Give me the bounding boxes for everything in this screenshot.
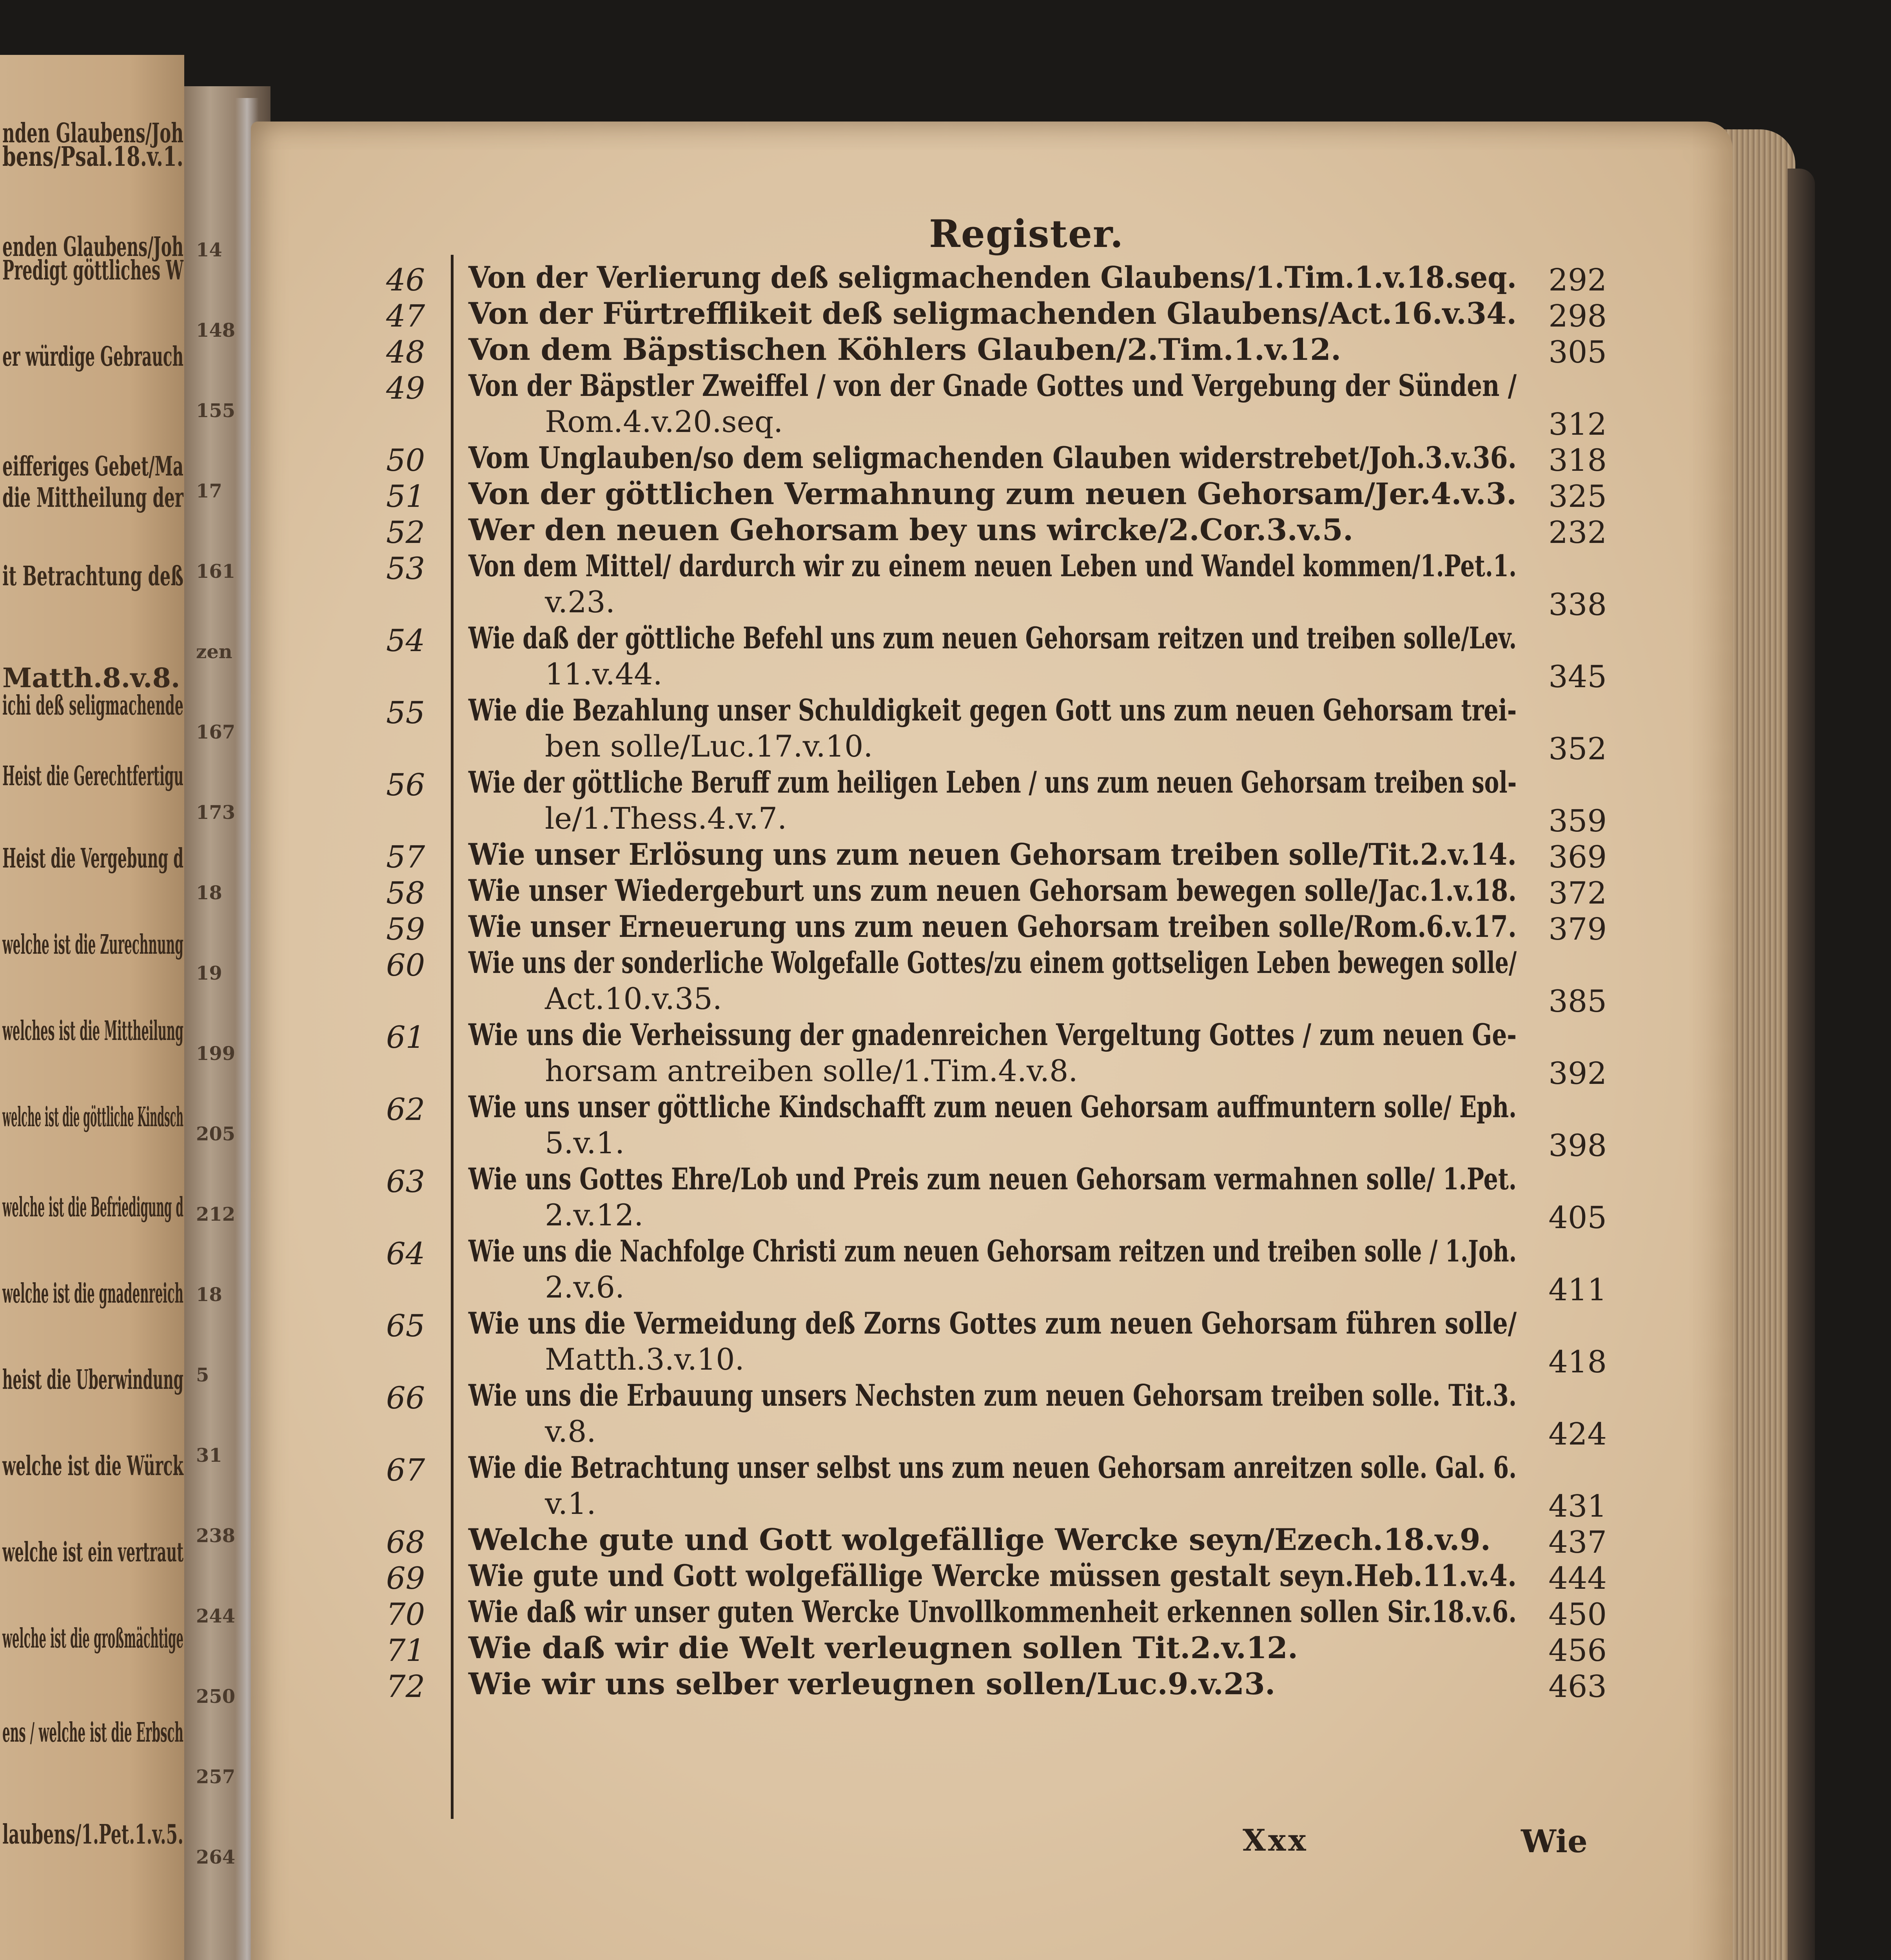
entry-title: Wie daß wir die Welt verleugnen sollen Tit.2.v.12. (468, 1630, 1298, 1665)
entry-title: Von der Bäpstler Zweiffel / von der Gnade Gottes und Vergebung der Sünden / (468, 368, 1517, 403)
left-page-line: Heist die Vergebung d (2, 843, 183, 874)
entry-title: Wie der göttliche Beruff zum heiligen Leben / uns zum neuen Gehorsam treiben sol- (468, 765, 1517, 800)
entry-number: 69 (386, 1561, 425, 1596)
entry-title: Wie uns Gottes Ehre/Lob und Preis zum neuen Gehorsam vermahnen solle/ 1.Pet. (468, 1161, 1517, 1196)
entry-number: 58 (386, 876, 425, 911)
entry-title: Von der Verlierung deß seligmachenden Glaubens/1.Tim.1.v.18.seq. (468, 260, 1517, 295)
left-page-line: bens/Psal.18.v.1. (2, 141, 183, 172)
catchword: Wie (1521, 1823, 1588, 1860)
left-page-line: welche ist die Zurechnung (2, 929, 183, 960)
book-cover-edge (1788, 169, 1815, 1960)
gutter-mark: 199 (196, 1043, 236, 1065)
entry-title: Wie die Betrachtung unser selbst uns zum neuen Gehorsam anreitzen solle. Gal. 6. (468, 1450, 1517, 1485)
entry-page-number: 292 (1548, 263, 1607, 298)
gutter-mark: 148 (196, 319, 236, 341)
gutter-mark: 264 (196, 1846, 236, 1868)
left-page-line: welche ist ein vertraut (2, 1537, 184, 1568)
left-page-line: laubens/1.Pet.1.v.5. (2, 1819, 184, 1850)
entry-number: 56 (386, 768, 425, 803)
entry-page-number: 359 (1548, 804, 1607, 839)
entry-title: Wie daß wir unser guten Wercke Unvollkommenheit erkennen sollen Sir.18.v.6. (468, 1594, 1517, 1629)
entry-title: Wie uns unser göttliche Kindschafft zum neuen Gehorsam auffmuntern solle/ Eph. (468, 1089, 1517, 1124)
left-page-line: welche ist die göttliche Kindsch (2, 1102, 183, 1133)
left-page-line: die Mittheilung der (2, 482, 184, 514)
entry-title: Von der göttlichen Vermahnung zum neuen Gehorsam/Jer.4.v.3. (468, 476, 1517, 511)
entry-continuation: 11.v.44. (545, 657, 662, 691)
entry-page-number: 298 (1548, 299, 1607, 334)
entry-title: Wie uns die Vermeidung deß Zorns Gottes zum neuen Gehorsam führen solle/ (468, 1306, 1517, 1341)
entry-number: 50 (386, 443, 425, 478)
entry-title: Von dem Bäpstischen Köhlers Glauben/2.Tim.1.v.12. (468, 332, 1341, 367)
entry-title: Wie uns die Nachfolge Christi zum neuen Gehorsam reitzen und treiben solle / 1.Joh. (468, 1234, 1517, 1269)
gutter-mark: 18 (196, 882, 222, 904)
entry-page-number: 312 (1548, 407, 1607, 442)
entry-continuation: 2.v.12. (545, 1198, 644, 1232)
entry-page-number: 372 (1548, 876, 1607, 911)
gutter-mark: 18 (196, 1284, 222, 1306)
entry-number: 48 (386, 335, 425, 370)
entry-title: Wie uns die Erbauung unsers Nechsten zum neuen Gehorsam treiben solle. Tit.3. (468, 1378, 1517, 1413)
entry-number: 63 (386, 1164, 425, 1200)
entry-number: 46 (386, 263, 425, 298)
page-header: Register. (929, 212, 1124, 256)
entry-number: 66 (386, 1381, 425, 1416)
gutter-mark: 14 (196, 239, 222, 261)
left-page-line: eifferiges Gebet/Ma (2, 451, 184, 482)
entry-continuation: 5.v.1. (545, 1125, 625, 1160)
gutter-mark: 244 (196, 1605, 236, 1627)
entry-continuation: ben solle/Luc.17.v.10. (545, 729, 873, 764)
entry-page-number: 352 (1548, 731, 1607, 767)
entry-page-number: 456 (1548, 1633, 1607, 1668)
entry-continuation: Rom.4.v.20.seq. (545, 404, 783, 439)
left-page-line: welches ist die Mittheilung (2, 1015, 183, 1047)
entry-title: Wie uns die Verheissung der gnadenreichen Vergeltung Gottes / zum neuen Ge- (468, 1017, 1517, 1052)
entry-page-number: 463 (1548, 1669, 1607, 1704)
entry-number: 68 (386, 1525, 425, 1560)
entry-continuation: Act.10.v.35. (545, 981, 722, 1016)
left-page-line: nden Glaubens/Joh (2, 118, 184, 149)
left-page-line: welche ist die großmächtige (2, 1623, 183, 1654)
entry-number: 55 (386, 695, 425, 731)
left-page-line: Heist die Gerechtfertigu (2, 760, 183, 792)
gutter-mark: 167 (196, 721, 236, 743)
left-page-line: welche ist die gnadenreich (2, 1278, 183, 1309)
gutter-mark: 31 (196, 1445, 222, 1466)
entry-page-number: 379 (1548, 912, 1607, 947)
entry-continuation: horsam antreiben solle/1.Tim.4.v.8. (545, 1053, 1078, 1088)
entry-title: Von der Fürtrefflikeit deß seligmachenden Glaubens/Act.16.v.34. (468, 296, 1517, 331)
entry-number: 49 (386, 371, 425, 406)
entry-number: 70 (386, 1597, 425, 1632)
left-facing-page (0, 55, 184, 1960)
gutter-mark: 205 (196, 1123, 236, 1145)
left-page-line: welche ist die Befriedigung d (2, 1192, 184, 1223)
entry-number: 51 (386, 479, 425, 514)
left-page-line: ens / welche ist die Erbsch (2, 1717, 183, 1748)
entry-continuation: v.8. (545, 1414, 596, 1449)
entry-number: 62 (386, 1092, 425, 1127)
entry-number: 64 (386, 1236, 425, 1272)
entry-number: 59 (386, 912, 425, 947)
entry-continuation: v.23. (545, 584, 615, 619)
entry-number: 52 (386, 515, 425, 550)
entry-number: 65 (386, 1308, 425, 1344)
entry-continuation: 2.v.6. (545, 1270, 625, 1305)
entry-page-number: 450 (1548, 1597, 1607, 1632)
gutter-mark: 161 (196, 561, 236, 583)
entry-page-number: 444 (1548, 1561, 1607, 1596)
entry-number: 71 (386, 1633, 425, 1668)
entry-page-number: 345 (1548, 659, 1607, 695)
gutter-mark: 173 (196, 802, 236, 824)
entry-continuation: v.1. (545, 1486, 596, 1521)
entry-page-number: 418 (1548, 1345, 1607, 1380)
entry-page-number: 318 (1548, 443, 1607, 478)
left-page-line: er würdige Gebrauch (2, 341, 183, 372)
entry-title: Vom Unglauben/so dem seligmachenden Glauben widerstrebet/Joh.3.v.36. (468, 440, 1517, 475)
entry-page-number: 431 (1548, 1489, 1607, 1524)
entry-page-number: 305 (1548, 335, 1607, 370)
gutter-mark: 238 (196, 1525, 236, 1547)
left-page-line: welche ist die Würck (2, 1450, 183, 1482)
entry-title: Wie daß der göttliche Befehl uns zum neuen Gehorsam reitzen und treiben solle/Lev. (468, 621, 1517, 655)
entry-page-number: 338 (1548, 587, 1607, 622)
signature-mark: Xxx (1243, 1823, 1308, 1858)
gutter-mark: 17 (196, 480, 222, 502)
entry-title: Wer den neuen Gehorsam bey uns wircke/2.Cor.3.v.5. (468, 512, 1354, 547)
entry-title: Wie unser Wiedergeburt uns zum neuen Gehorsam bewegen solle/Jac.1.v.18. (468, 873, 1517, 908)
entry-number: 53 (386, 551, 425, 586)
gutter-mark: 155 (196, 400, 236, 422)
left-page-line: Predigt göttliches W (2, 255, 183, 286)
entry-continuation: le/1.Thess.4.v.7. (545, 801, 787, 836)
entry-number: 57 (386, 840, 425, 875)
entry-page-number: 424 (1548, 1417, 1607, 1452)
entry-page-number: 369 (1548, 840, 1607, 875)
left-page-line: enden Glaubens/Joh (2, 231, 183, 263)
entry-title: Wie uns der sonderliche Wolgefalle Gottes/zu einem gottseligen Leben bewegen solle/ (468, 945, 1517, 980)
left-page-line: ichi deß seligmachende (2, 690, 183, 721)
entry-number: 67 (386, 1453, 425, 1488)
gutter-mark: 257 (196, 1766, 236, 1788)
entry-number: 47 (386, 299, 425, 334)
left-page-line: it Betrachtung deß (2, 561, 184, 592)
entry-page-number: 437 (1548, 1525, 1607, 1560)
entry-number: 60 (386, 948, 425, 983)
entry-page-number: 398 (1548, 1128, 1607, 1163)
entry-page-number: 392 (1548, 1056, 1607, 1091)
entry-title: Wie die Bezahlung unser Schuldigkeit gegen Gott uns zum neuen Gehorsam trei- (468, 693, 1517, 728)
entry-title: Welche gute und Gott wolgefällige Wercke seyn/Ezech.18.v.9. (468, 1522, 1491, 1557)
entry-continuation: Matth.3.v.10. (545, 1342, 744, 1377)
entry-title: Wie unser Erlösung uns zum neuen Gehorsam treiben solle/Tit.2.v.14. (468, 837, 1517, 872)
gutter-mark: 5 (196, 1364, 209, 1386)
entry-number: 72 (386, 1669, 425, 1704)
gutter-mark: zen (196, 641, 232, 663)
entry-page-number: 385 (1548, 984, 1607, 1019)
gutter-mark: 212 (196, 1203, 236, 1225)
left-page-line: Matth.8.v.8. (2, 662, 180, 694)
entry-page-number: 411 (1548, 1272, 1607, 1308)
entry-page-number: 325 (1548, 479, 1607, 514)
entry-page-number: 405 (1548, 1200, 1607, 1236)
entry-title: Wie unser Erneuerung uns zum neuen Gehorsam treiben solle/Rom.6.v.17. (468, 909, 1517, 944)
left-page-line: heist die Uberwindung (2, 1364, 184, 1396)
entry-page-number: 232 (1548, 515, 1607, 550)
number-column-rule (451, 255, 454, 1819)
entry-title: Wie wir uns selber verleugnen sollen/Luc.9.v.23. (468, 1666, 1276, 1701)
gutter-mark: 19 (196, 962, 222, 984)
gutter-mark: 250 (196, 1686, 236, 1708)
entry-title: Von dem Mittel/ dardurch wir zu einem neuen Leben und Wandel kommen/1.Pet.1. (468, 548, 1517, 583)
entry-number: 54 (386, 623, 425, 659)
entry-title: Wie gute und Gott wolgefällige Wercke müssen gestalt seyn.Heb.11.v.4. (468, 1558, 1517, 1593)
entry-number: 61 (386, 1020, 425, 1055)
